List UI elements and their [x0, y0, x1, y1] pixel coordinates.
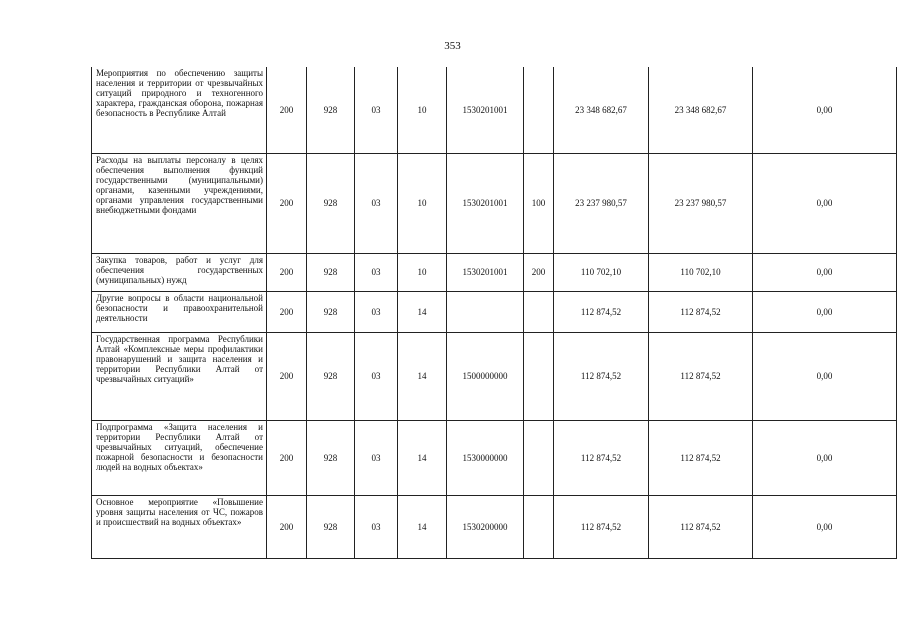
section-cell: 03: [355, 495, 398, 558]
amount-planned-cell: 23 237 980,57: [554, 153, 649, 253]
section-cell: 03: [355, 67, 398, 153]
expense-type-cell: [524, 291, 554, 332]
code-cell: 200: [267, 67, 307, 153]
expense-type-cell: [524, 67, 554, 153]
section-cell: 03: [355, 153, 398, 253]
code-cell: 200: [267, 495, 307, 558]
expense-type-cell: [524, 420, 554, 495]
table-row: [92, 291, 897, 332]
row-name-cell: Мероприятия по обеспечению защиты населения и территории от чрезвычайных ситуаций природного и техногенного характера, гражданская оборона, пожарная безопасность в Республике Алтай: [92, 67, 267, 153]
row-name-cell: Расходы на выплаты персоналу в целях обеспечения выполнения функций государственными (муниципальными) органами, казенными учреждениями, органами управления государственными внебюджетными фондами: [92, 153, 267, 253]
target-article-cell: [447, 291, 524, 332]
subsection-cell: 14: [398, 291, 447, 332]
row-name-cell: Другие вопросы в области национальной безопасности и правоохранительной деятельности: [92, 291, 267, 332]
amount-executed-cell: 112 874,52: [649, 420, 753, 495]
ministry-cell: 928: [307, 153, 355, 253]
ministry-cell: 928: [307, 332, 355, 420]
section-cell: 03: [355, 420, 398, 495]
target-article-cell: 1530000000: [447, 420, 524, 495]
row-name-cell: Основное мероприятие «Повышение уровня защиты населения от ЧС, пожаров и происшествий на водных объектах»: [92, 495, 267, 558]
subsection-cell: 10: [398, 153, 447, 253]
table-row: [92, 253, 897, 291]
budget-table: [91, 67, 897, 559]
row-name-cell: Подпрограмма «Защита населения и территории Республики Алтай от чрезвычайных ситуаций, обеспечение пожарной безопасности и безопасности людей на водных объектах»: [92, 420, 267, 495]
table-row: [92, 332, 897, 420]
code-cell: 200: [267, 291, 307, 332]
expense-type-cell: [524, 495, 554, 558]
amount-planned-cell: 23 348 682,67: [554, 67, 649, 153]
amount-planned-cell: 112 874,52: [554, 420, 649, 495]
remainder-cell: 0,00: [753, 332, 897, 420]
subsection-cell: 10: [398, 67, 447, 153]
remainder-cell: 0,00: [753, 495, 897, 558]
code-cell: 200: [267, 253, 307, 291]
section-cell: 03: [355, 253, 398, 291]
amount-executed-cell: 112 874,52: [649, 495, 753, 558]
ministry-cell: 928: [307, 67, 355, 153]
table-row: [92, 495, 897, 558]
table-row: [92, 420, 897, 495]
amount-executed-cell: 112 874,52: [649, 332, 753, 420]
amount-planned-cell: 112 874,52: [554, 495, 649, 558]
subsection-cell: 14: [398, 420, 447, 495]
ministry-cell: 928: [307, 495, 355, 558]
remainder-cell: 0,00: [753, 420, 897, 495]
row-name-cell: Закупка товаров, работ и услуг для обеспечения государственных (муниципальных) нужд: [92, 253, 267, 291]
amount-executed-cell: 110 702,10: [649, 253, 753, 291]
page-number: 353: [444, 40, 461, 52]
code-cell: 200: [267, 153, 307, 253]
table-row: [92, 153, 897, 253]
subsection-cell: 14: [398, 495, 447, 558]
amount-planned-cell: 110 702,10: [554, 253, 649, 291]
subsection-cell: 14: [398, 332, 447, 420]
table-row: [92, 67, 897, 153]
ministry-cell: 928: [307, 420, 355, 495]
target-article-cell: 1530201001: [447, 153, 524, 253]
expense-type-cell: 200: [524, 253, 554, 291]
section-cell: 03: [355, 291, 398, 332]
target-article-cell: 1530201001: [447, 67, 524, 153]
row-name-cell: Государственная программа Республики Алтай «Комплексные меры профилактики правонарушений и защита населения и территории Республики Алтай от чрезвычайных ситуаций»: [92, 332, 267, 420]
target-article-cell: 1500000000: [447, 332, 524, 420]
subsection-cell: 10: [398, 253, 447, 291]
target-article-cell: 1530200000: [447, 495, 524, 558]
remainder-cell: 0,00: [753, 153, 897, 253]
ministry-cell: 928: [307, 253, 355, 291]
remainder-cell: 0,00: [753, 67, 897, 153]
amount-executed-cell: 112 874,52: [649, 291, 753, 332]
expense-type-cell: 100: [524, 153, 554, 253]
code-cell: 200: [267, 332, 307, 420]
expense-type-cell: [524, 332, 554, 420]
ministry-cell: 928: [307, 291, 355, 332]
code-cell: 200: [267, 420, 307, 495]
amount-planned-cell: 112 874,52: [554, 332, 649, 420]
remainder-cell: 0,00: [753, 253, 897, 291]
remainder-cell: 0,00: [753, 291, 897, 332]
amount-executed-cell: 23 237 980,57: [649, 153, 753, 253]
amount-planned-cell: 112 874,52: [554, 291, 649, 332]
section-cell: 03: [355, 332, 398, 420]
amount-executed-cell: 23 348 682,67: [649, 67, 753, 153]
target-article-cell: 1530201001: [447, 253, 524, 291]
